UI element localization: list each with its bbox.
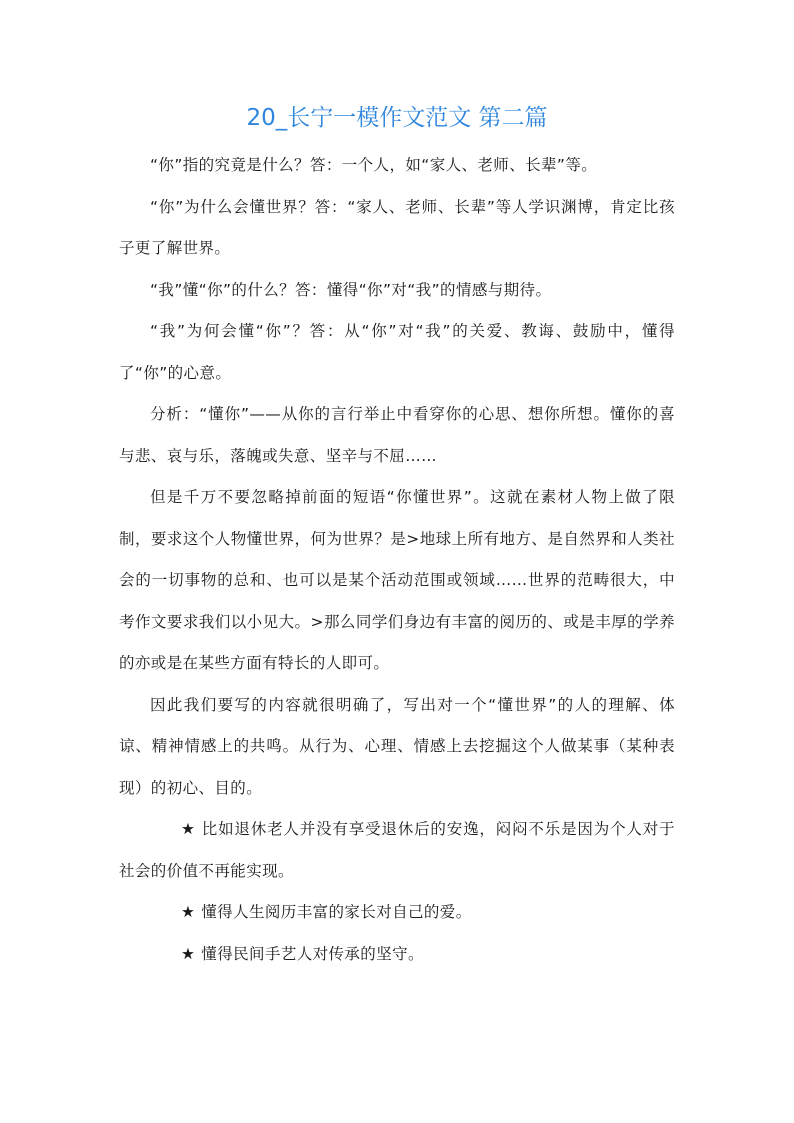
star-item-text: 懂得人生阅历丰富的家长对自己的爱。 — [201, 903, 472, 921]
star-item-1 — [119, 809, 675, 892]
paragraph-4: “我”为何会懂“你”？答：从“你”对“我”的关爱、教诲、鼓励中，懂得了“你”的心意。 — [119, 322, 675, 382]
document-title: 20_长宁一模作文范文 第二篇 — [246, 105, 548, 131]
paragraph-conclusion: 因此我们要写的内容就很明确了，写出对一个“懂世界”的人的理解、体谅、精神情感上的共鸣。从行为、心理、情感上去挖掘这个人做某事（某种表现）的初心、目的。 — [119, 695, 675, 797]
paragraph-2: “你”为什么会懂世界？答：“家人、老师、长辈”等人学识渊博，肯定比孩子更了解世界。 — [119, 197, 675, 257]
paragraph-1: “你”指的究竟是什么？答：一个人，如“家人、老师、长辈”等。 — [150, 156, 598, 174]
star-item-2 — [119, 892, 675, 934]
star-icon: ★ — [181, 820, 196, 838]
star-item-3 — [119, 934, 675, 976]
document-body — [119, 145, 675, 975]
star-icon: ★ — [181, 944, 196, 963]
paragraph-analysis: 分析：“懂你”——从你的言行举止中看穿你的心思、想你所想。懂你的喜与悲、哀与乐，落魄或失意、坚辛与不屈…… — [119, 405, 675, 465]
star-icon: ★ — [181, 903, 196, 921]
star-item-text: 比如退休老人并没有享受退休后的安逸，闷闷不乐是因为个人对于社会的价值不再能实现。 — [119, 820, 675, 880]
star-item-text: 懂得民间手艺人对传承的坚守。 — [201, 944, 424, 963]
paragraph-3: “我”懂“你”的什么？答：懂得“你”对“我”的情感与期待。 — [150, 280, 552, 299]
paragraph-world: 但是千万不要忽略掉前面的短语“你懂世界”。这就在素材人物上做了限制，要求这个人物懂世界，何为世界？是>地球上所有地方、是自然界和人类社会的一切事物的总和、也可以是某个活动范围或领域……世界的范畴很大，中考作文要求我们以小见大。>那么同学们身边有丰富的阅历的、或是丰厚的学养的亦或是在某些方面有特长的人即可。 — [119, 488, 675, 672]
